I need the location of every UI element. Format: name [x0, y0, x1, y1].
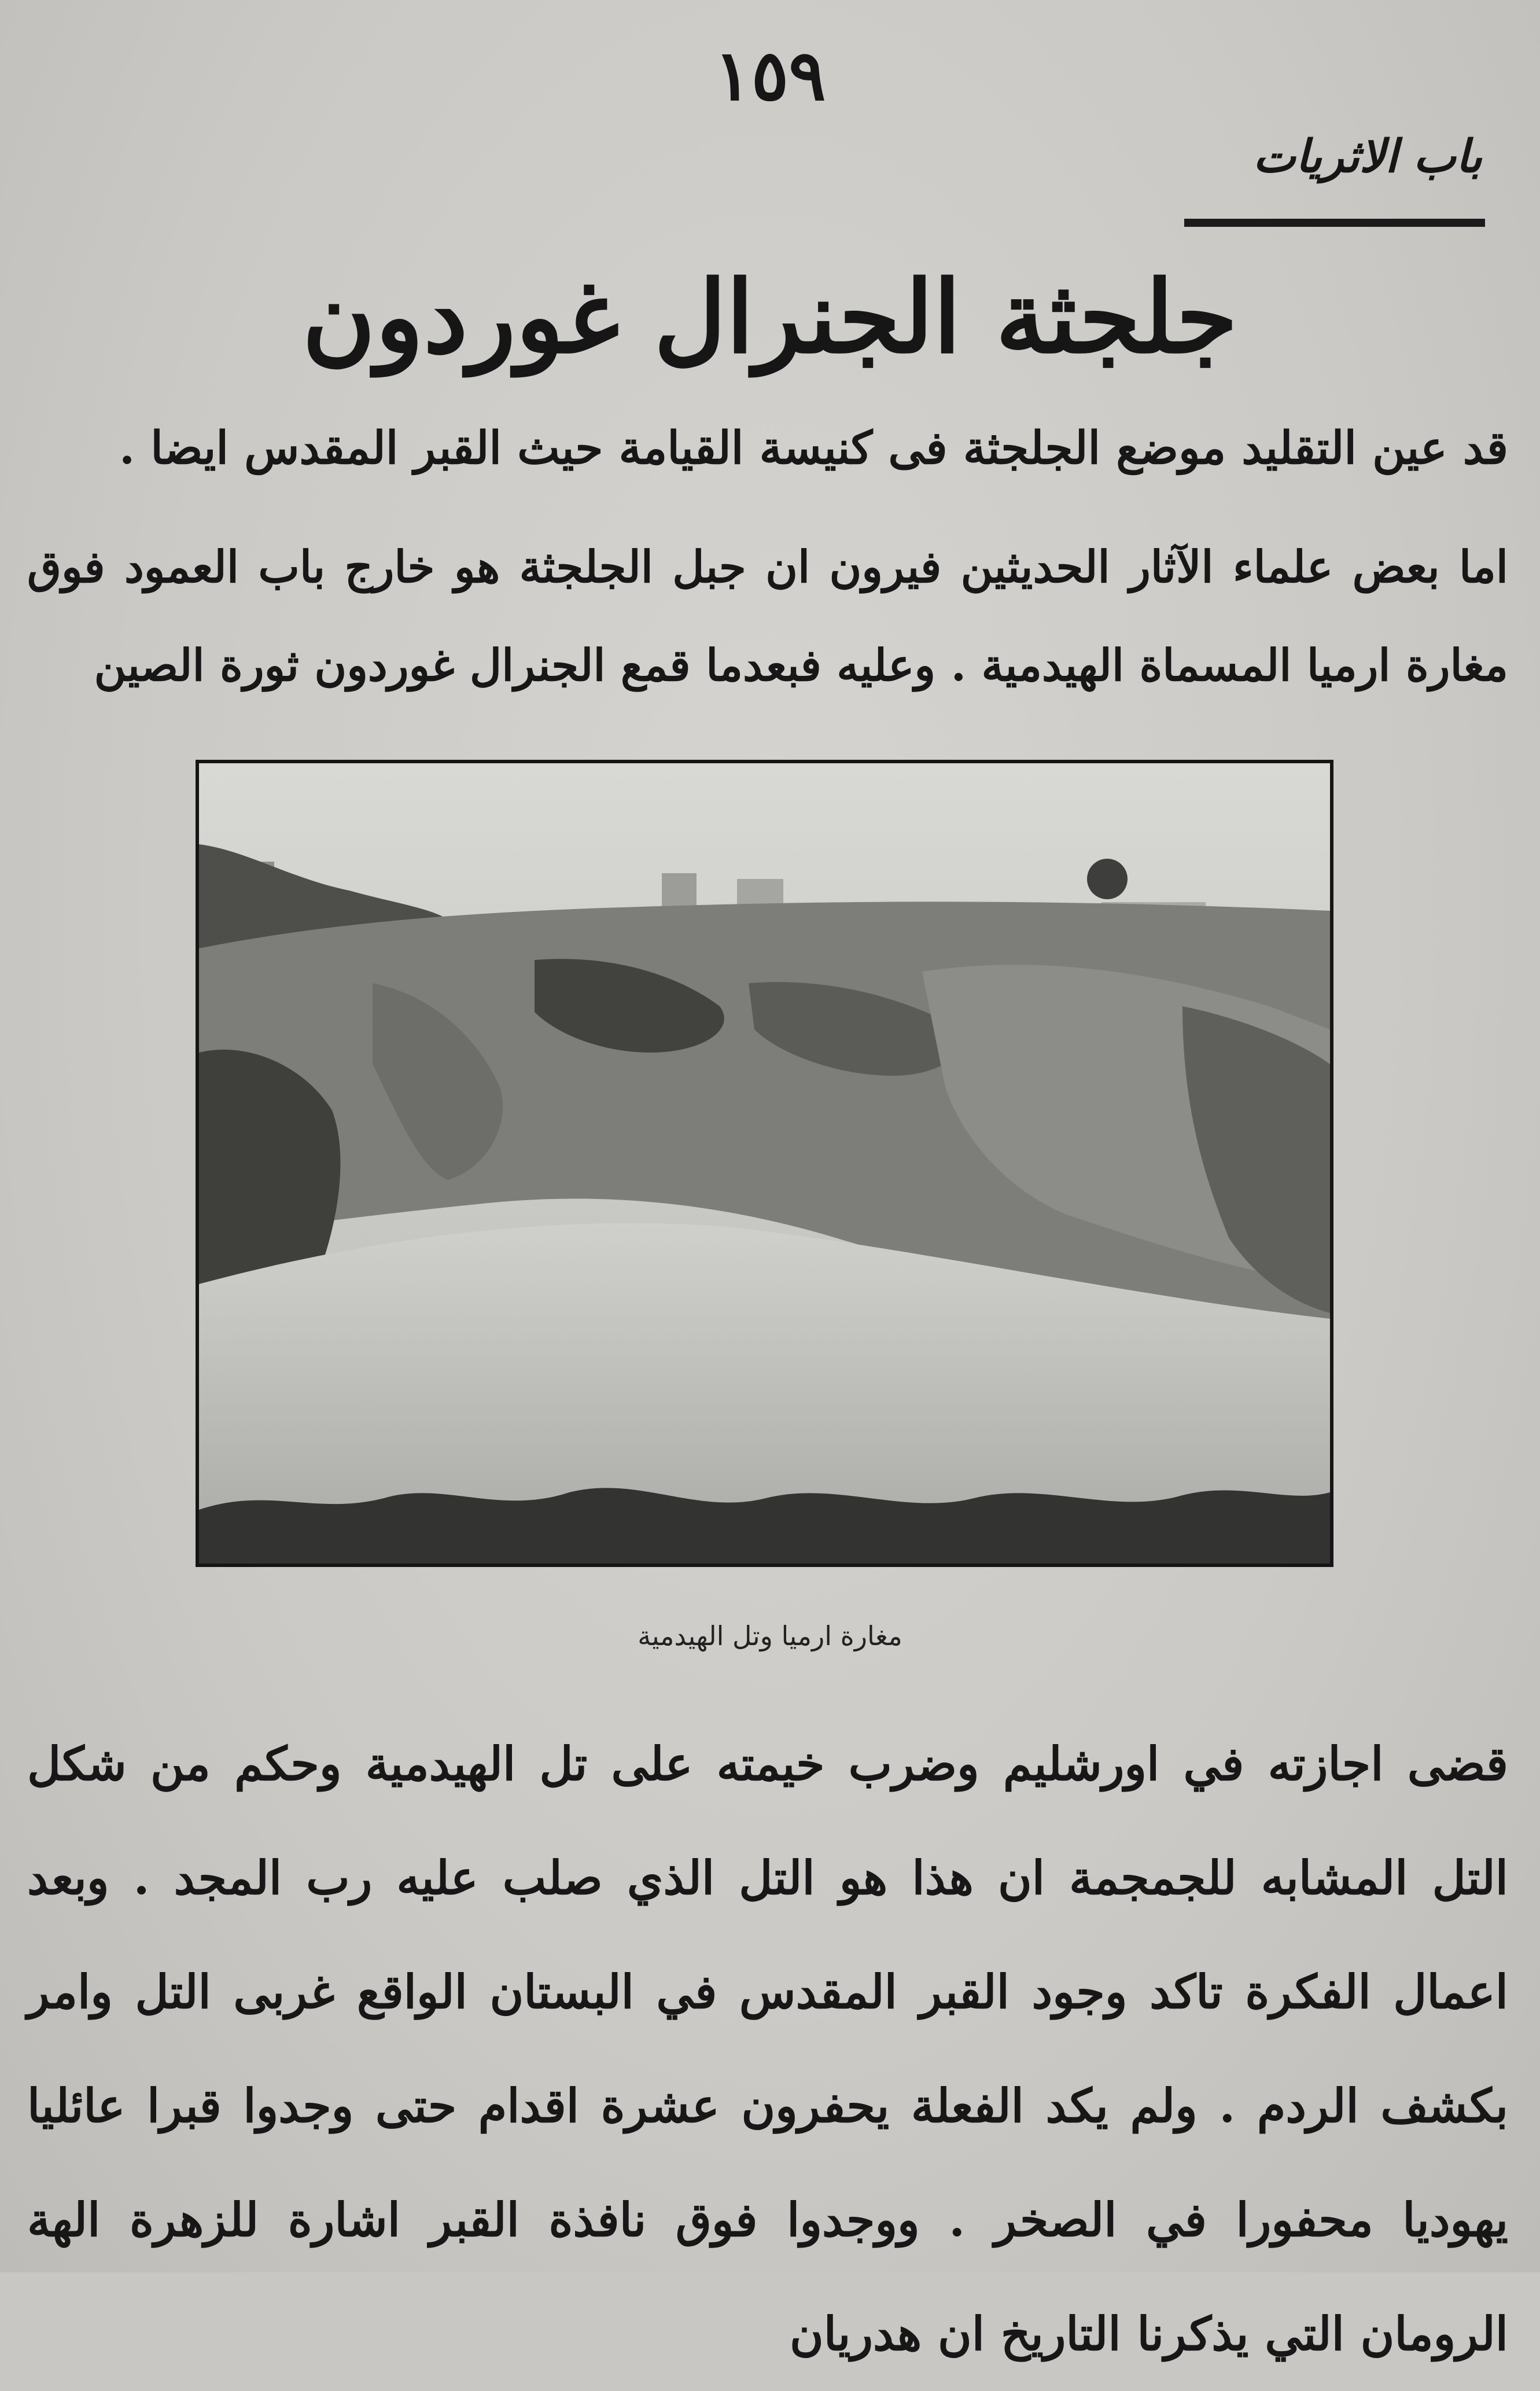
- section-underline: [1184, 219, 1485, 227]
- body-paragraph-2: اما بعض علماء الآثار الحديثين فيرون ان جبل الجلجثة هو خارج باب العمود فوق مغارة ارميا المسماة الهيدمية . وعليه فبعدما قمع الجنرال غوردون ثورة الصين: [27, 541, 1508, 691]
- intro-paragraph: قد عين التقليد موضع الجلجثة فى كنيسة القيامة حيث القبر المقدس ايضا .: [119, 422, 1508, 474]
- photo-caption: مغارة ارميا وتل الهيدمية: [638, 1620, 902, 1651]
- photograph-landscape: [199, 763, 1330, 1564]
- section-label: باب الاثريات: [1253, 130, 1482, 183]
- page-number: ١٥٩: [714, 35, 826, 116]
- photograph-jeremiah-grotto: [196, 760, 1333, 1567]
- article-title: جلجثة الجنرال غوردون: [302, 258, 1238, 376]
- body-paragraph-3: قضى اجازته في اورشليم وضرب خيمته على تل الهيدمية وحكم من شكل التل المشابه للجمجمة ان هذا هو التل الذي صلب عليه رب المجد . وبعد اعمال الفكرة تاكد وجود القبر المقدس في البستان الواقع غربى التل وامر بكشف الردم . ولم يكد الفعلة يحفرون عشرة اقدام حتى وجدوا قبرا عائليا يهوديا محفورا في الصخر . ووجدوا فوق نافذة القبر اشارة للزهرة الهة الرومان التي يذكرنا التاريخ ان هدريان: [27, 1737, 1508, 2361]
